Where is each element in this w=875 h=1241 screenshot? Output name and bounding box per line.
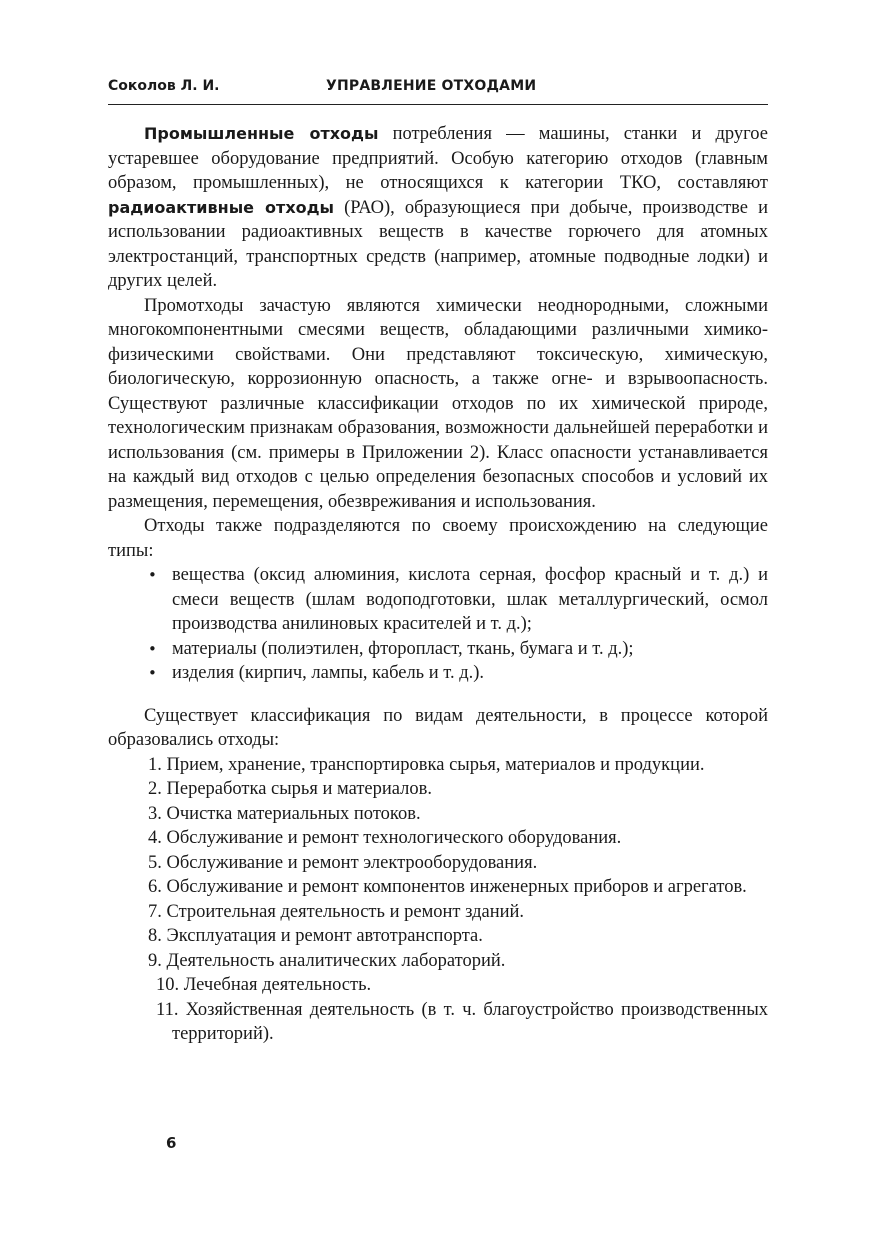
list-number: 4. [148, 828, 162, 848]
list-item [108, 777, 768, 802]
spacer [108, 686, 768, 704]
list-item [108, 802, 768, 827]
bullet-icon: • [148, 664, 157, 682]
list-item [108, 826, 768, 851]
list-number: 2. [148, 779, 162, 799]
list-item-text: Очистка материальных потоков. [166, 803, 421, 824]
activity-types-list [108, 753, 768, 1047]
list-item-text: Обслуживание и ремонт технологического оборудования. [166, 828, 622, 848]
list-item-text: Прием, хранение, транспортировка сырья, материалов и продукции. [166, 754, 705, 775]
list-number: 10. [156, 975, 180, 995]
list-item-text: Деятельность аналитических лабораторий. [166, 950, 506, 971]
list-item-text: Эксплуатация и ремонт автотранспорта. [166, 926, 483, 946]
list-item-text: вещества (оксид алюминия, кислота серная, фосфор красный и т. д.) и смеси веществ (шлам водоподготовки, шлак металлургический, осмол производства анилиновых красителей и т. д.); [172, 565, 768, 634]
list-item [108, 563, 768, 637]
origin-types-list [108, 563, 768, 686]
list-item [108, 875, 768, 900]
list-number: 9. [148, 950, 162, 971]
bullet-icon: • [148, 639, 157, 658]
paragraph-industrial-waste [108, 122, 768, 294]
book-page [108, 78, 768, 1047]
paragraph-origin-types: Отходы также подразделяются по своему происхождению на следующие типы: [108, 516, 768, 561]
page-number: 6 [166, 1134, 177, 1152]
list-item-text: Строительная деятельность и ремонт зданий. [166, 901, 525, 922]
list-item [108, 637, 768, 662]
list-item-text: Лечебная деятельность. [183, 975, 372, 995]
list-item [108, 973, 768, 998]
page-body [108, 122, 768, 1047]
list-number: 8. [148, 926, 162, 946]
list-item [108, 998, 768, 1047]
list-item [108, 851, 768, 876]
list-number: 11. [156, 999, 179, 1020]
list-item-text: Обслуживание и ремонт электрооборудования. [166, 852, 538, 873]
list-item-text: изделия (кирпич, лампы, кабель и т. д.). [172, 663, 485, 683]
term-industrial-waste: Промышленные отходы [144, 124, 379, 143]
list-number: 5. [148, 852, 162, 873]
list-item [108, 949, 768, 974]
list-item-text: Хозяйственная деятельность (в т. ч. благоустройство производственных территорий). [172, 999, 769, 1044]
list-item-text: материалы (полиэтилен, фторопласт, ткань, бумага и т. д.); [172, 638, 634, 659]
list-item-text: Переработка сырья и материалов. [166, 779, 433, 799]
list-number: 6. [148, 877, 162, 897]
paragraph-promwaste: Промотходы зачастую являются химически неоднородными, сложными многокомпонентными смесями веществ, обладающими различными химико-физическими свойствами. Они представляют токсическую, химическую, биологическую, коррозионную опасность, а также огне- и взрывоопасность. Существуют различные классификации отходов по их химической природе, технологическим признакам образования, возможности дальнейшей переработки и использования (см. примеры в Приложении 2). Класс опасности устанавливается на каждый вид отходов с целью определения безопасных способов и условий их размещения, перемещения, обезвреживания и использования. [108, 295, 768, 512]
list-number: 7. [148, 901, 162, 922]
paragraph-text: потребления — машины, станки и другое устаревшее оборудование предприятий. Особую категорию отходов (главным образом, промышленных), не относящихся к категории ТКО, составляют [108, 124, 768, 193]
list-item [108, 753, 768, 778]
paragraph-text: (РАО), образующиеся при добыче, производстве и использовании радиоактивных веществ в качестве горючего для атомных электростанций, транспортных средств (например, атомные подводные лодки) и других целей. [108, 197, 768, 291]
list-item [108, 661, 768, 686]
list-number: 1. [148, 754, 162, 775]
list-item [108, 924, 768, 949]
list-number: 3. [148, 803, 162, 824]
bullet-icon: • [148, 566, 157, 584]
list-item [108, 900, 768, 925]
paragraph-activity-classification: Существует классификация по видам деятельности, в процессе которой образовались отходы: [108, 705, 768, 750]
header-title: УПРАВЛЕНИЕ ОТХОДАМИ [326, 78, 537, 94]
header-author: Соколов Л. И. [108, 78, 220, 94]
running-header [108, 78, 768, 105]
list-item-text: Обслуживание и ремонт компонентов инженерных приборов и агрегатов. [166, 877, 747, 897]
term-radioactive-waste: радиоактивные отходы [108, 197, 335, 217]
